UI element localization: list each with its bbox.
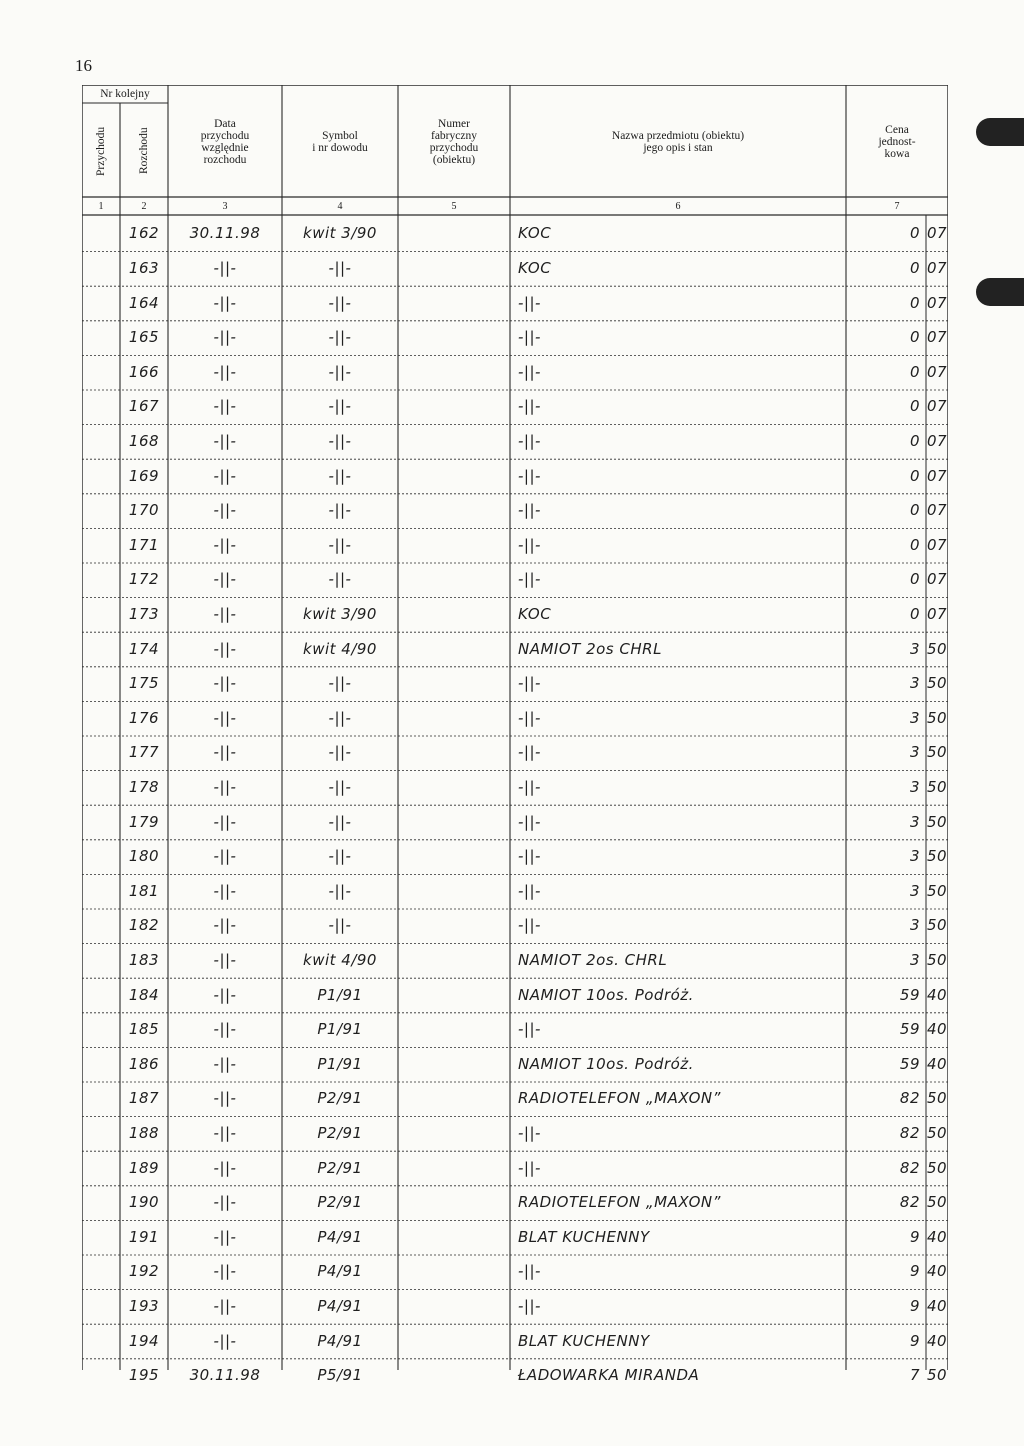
row-item-name: KOC [518,259,552,278]
row-symbol: -||- [328,570,352,589]
row-date: -||- [213,328,237,347]
row-number: 171 [128,535,160,554]
row-symbol: kwit 3/90 [303,224,377,243]
column-number: 1 [98,200,104,212]
row-symbol: -||- [328,362,352,381]
row-item-name: RADIOTELEFON „MAXON” [518,1089,721,1108]
row-number: 164 [128,293,160,312]
row-date: -||- [213,1158,237,1177]
header-rozchodu: Rozchodu [137,127,150,175]
row-date: -||- [213,570,237,589]
row-symbol: kwit 3/90 [303,605,377,624]
row-symbol: P1/91 [317,985,363,1004]
row-item-name: -||- [518,708,541,727]
row-price-gr: 40 [926,985,948,1004]
row-price-zl: 9 [909,1262,920,1281]
row-price-zl: 0 [909,397,920,416]
row-number: 183 [128,951,160,970]
row-price-gr: 40 [926,1020,948,1039]
row-date: -||- [213,362,237,381]
row-date: -||- [213,847,237,866]
row-symbol: kwit 4/90 [303,639,377,658]
column-number: 2 [141,200,147,212]
row-price-zl: 59 [899,1054,920,1073]
row-number: 189 [128,1158,160,1177]
row-price-gr: 07 [926,570,948,589]
row-item-name: -||- [518,1297,541,1316]
row-price-gr: 07 [926,328,948,347]
row-symbol: P1/91 [317,1020,363,1039]
row-number: 181 [128,881,160,900]
row-date: -||- [213,1089,237,1108]
row-price-gr: 50 [926,674,948,693]
binder-clip-shadow [976,118,1024,146]
row-item-name: -||- [518,743,541,762]
row-symbol: P2/91 [317,1089,363,1108]
row-item-name: -||- [518,674,541,693]
row-date: -||- [213,639,237,658]
row-item-name: BLAT KUCHENNY [518,1331,650,1350]
row-item-name: -||- [518,1124,541,1143]
row-price-zl: 3 [909,951,920,970]
row-item-name: -||- [518,1158,541,1177]
row-price-zl: 0 [909,535,920,554]
row-date: -||- [213,881,237,900]
row-price-gr: 07 [926,224,948,243]
row-symbol: -||- [328,328,352,347]
row-price-gr: 07 [926,293,948,312]
row-price-zl: 9 [909,1227,920,1246]
row-symbol: -||- [328,397,352,416]
row-number: 175 [128,674,160,693]
row-item-name: KOC [518,224,552,243]
row-number: 176 [128,708,160,727]
row-item-name: -||- [518,570,541,589]
row-symbol: P2/91 [317,1193,363,1212]
row-item-name: -||- [518,432,541,451]
row-price-zl: 0 [909,501,920,520]
row-date: -||- [213,674,237,693]
column-number: 7 [894,200,900,212]
row-price-zl: 0 [909,293,920,312]
row-symbol: P4/91 [317,1331,363,1350]
row-price-gr: 50 [926,1193,948,1212]
header-cena: Cena jednost- kowa [878,123,916,161]
row-price-gr: 50 [926,778,948,797]
page-number: 16 [75,56,92,75]
row-symbol: -||- [328,535,352,554]
row-date: -||- [213,1297,237,1316]
row-price-zl: 7 [909,1366,920,1385]
row-number: 163 [128,259,160,278]
column-number: 6 [675,200,681,212]
row-date: -||- [213,397,237,416]
row-price-gr: 50 [926,1124,948,1143]
row-date: -||- [213,743,237,762]
row-date: -||- [213,293,237,312]
row-item-name: -||- [518,362,541,381]
row-price-gr: 40 [926,1054,948,1073]
row-item-name: -||- [518,847,541,866]
row-item-name: -||- [518,328,541,347]
row-number: 174 [128,639,160,658]
row-number: 170 [128,501,160,520]
row-number: 192 [128,1262,160,1281]
row-price-gr: 50 [926,743,948,762]
row-date: -||- [213,259,237,278]
row-price-zl: 3 [909,881,920,900]
row-number: 179 [128,812,160,831]
row-number: 166 [128,362,160,381]
row-date: -||- [213,535,237,554]
row-item-name: KOC [518,605,552,624]
row-date: -||- [213,1020,237,1039]
row-item-name: -||- [518,916,541,935]
row-price-gr: 50 [926,881,948,900]
row-number: 184 [128,985,160,1004]
row-date: 30.11.98 [189,224,261,243]
row-number: 172 [128,570,160,589]
row-price-zl: 0 [909,328,920,347]
inventory-ledger-table [82,85,948,1385]
row-symbol: P2/91 [317,1124,363,1143]
row-item-name: NAMIOT 10os. Podróż. [518,1054,694,1073]
row-symbol: kwit 4/90 [303,951,377,970]
row-price-gr: 50 [926,916,948,935]
row-date: -||- [213,1227,237,1246]
row-number: 191 [128,1227,160,1246]
row-price-gr: 40 [926,1297,948,1316]
row-price-gr: 50 [926,1366,948,1385]
row-date: -||- [213,432,237,451]
row-number: 167 [128,397,160,416]
row-price-zl: 0 [909,432,920,451]
row-symbol: P4/91 [317,1227,363,1246]
row-date: -||- [213,985,237,1004]
row-symbol: P2/91 [317,1158,363,1177]
row-date: -||- [213,951,237,970]
row-price-zl: 82 [899,1124,920,1143]
row-price-zl: 3 [909,708,920,727]
row-symbol: P5/91 [317,1366,363,1385]
row-date: -||- [213,778,237,797]
row-price-zl: 3 [909,743,920,762]
row-price-zl: 0 [909,259,920,278]
row-price-zl: 3 [909,916,920,935]
column-number: 3 [222,200,228,212]
row-price-gr: 40 [926,1262,948,1281]
column-number: 4 [337,200,343,212]
row-item-name: -||- [518,778,541,797]
row-number: 182 [128,916,160,935]
row-price-zl: 3 [909,778,920,797]
row-symbol: -||- [328,847,352,866]
row-number: 173 [128,605,160,624]
row-date: -||- [213,501,237,520]
row-price-gr: 07 [926,432,948,451]
row-item-name: NAMIOT 2os CHRL [518,639,662,658]
row-item-name: NAMIOT 2os. CHRL [518,951,668,970]
row-price-zl: 9 [909,1297,920,1316]
row-price-zl: 82 [899,1158,920,1177]
row-price-gr: 40 [926,1227,948,1246]
row-symbol: P4/91 [317,1297,363,1316]
row-symbol: P1/91 [317,1054,363,1073]
column-number: 5 [451,200,457,212]
row-item-name: -||- [518,1020,541,1039]
row-price-gr: 07 [926,362,948,381]
row-item-name: BLAT KUCHENNY [518,1227,650,1246]
row-price-gr: 50 [926,1158,948,1177]
row-item-name: -||- [518,812,541,831]
row-date: 30.11.98 [189,1366,261,1385]
row-price-gr: 07 [926,605,948,624]
row-price-zl: 0 [909,362,920,381]
header-przychodu: Przychodu [94,126,107,176]
row-number: 194 [128,1331,160,1350]
row-date: -||- [213,466,237,485]
row-symbol: -||- [328,778,352,797]
row-number: 187 [128,1089,160,1108]
row-price-zl: 0 [909,466,920,485]
row-price-zl: 59 [899,1020,920,1039]
row-number: 193 [128,1297,160,1316]
row-price-gr: 07 [926,466,948,485]
row-item-name: -||- [518,881,541,900]
row-price-gr: 07 [926,397,948,416]
row-symbol: -||- [328,432,352,451]
row-date: -||- [213,916,237,935]
row-price-gr: 50 [926,1089,948,1108]
row-number: 185 [128,1020,160,1039]
row-price-zl: 9 [909,1331,920,1350]
row-price-zl: 3 [909,674,920,693]
row-number: 188 [128,1124,160,1143]
row-price-zl: 59 [899,985,920,1004]
header-nr-kolejny: Nr kolejny [100,87,150,100]
row-date: -||- [213,1262,237,1281]
row-price-gr: 07 [926,501,948,520]
row-number: 162 [128,224,160,243]
row-item-name: -||- [518,397,541,416]
row-date: -||- [213,1054,237,1073]
row-item-name: -||- [518,1262,541,1281]
row-price-gr: 50 [926,812,948,831]
row-date: -||- [213,605,237,624]
row-number: 178 [128,778,160,797]
row-price-gr: 40 [926,1331,948,1350]
row-symbol: -||- [328,916,352,935]
row-price-zl: 82 [899,1089,920,1108]
row-price-gr: 50 [926,951,948,970]
header-symbol: Symbol i nr dowodu [312,129,368,154]
row-item-name: -||- [518,293,541,312]
row-date: -||- [213,708,237,727]
row-symbol: -||- [328,674,352,693]
row-price-gr: 07 [926,535,948,554]
row-item-name: -||- [518,501,541,520]
row-price-zl: 0 [909,570,920,589]
row-price-gr: 50 [926,639,948,658]
header-data: Data przychodu względnie rozchodu [200,117,250,167]
header-nazwa: Nazwa przedmiotu (obiektu) jego opis i stan [611,129,745,154]
row-item-name: NAMIOT 10os. Podróż. [518,985,694,1004]
binder-clip-shadow [976,278,1024,306]
row-symbol: -||- [328,708,352,727]
row-symbol: -||- [328,466,352,485]
row-price-zl: 3 [909,847,920,866]
row-price-zl: 82 [899,1193,920,1212]
row-price-gr: 50 [926,708,948,727]
row-number: 165 [128,328,160,347]
row-number: 186 [128,1054,160,1073]
row-number: 177 [128,743,160,762]
row-item-name: ŁADOWARKA MIRANDA [518,1366,700,1385]
row-price-zl: 3 [909,639,920,658]
row-symbol: -||- [328,501,352,520]
row-date: -||- [213,1124,237,1143]
row-symbol: -||- [328,293,352,312]
header-numer-fabryczny: Numer fabryczny przychodu (obiektu) [429,117,479,167]
row-item-name: RADIOTELEFON „MAXON” [518,1193,721,1212]
row-date: -||- [213,1331,237,1350]
row-number: 195 [128,1366,160,1385]
row-number: 180 [128,847,160,866]
row-date: -||- [213,1193,237,1212]
row-price-zl: 3 [909,812,920,831]
row-number: 190 [128,1193,160,1212]
row-symbol: -||- [328,881,352,900]
row-number: 169 [128,466,160,485]
row-price-zl: 0 [909,605,920,624]
row-date: -||- [213,812,237,831]
row-symbol: P4/91 [317,1262,363,1281]
row-number: 168 [128,432,160,451]
row-price-zl: 0 [909,224,920,243]
row-price-gr: 50 [926,847,948,866]
row-symbol: -||- [328,743,352,762]
row-item-name: -||- [518,466,541,485]
row-item-name: -||- [518,535,541,554]
row-price-gr: 07 [926,259,948,278]
row-symbol: -||- [328,812,352,831]
row-symbol: -||- [328,259,352,278]
